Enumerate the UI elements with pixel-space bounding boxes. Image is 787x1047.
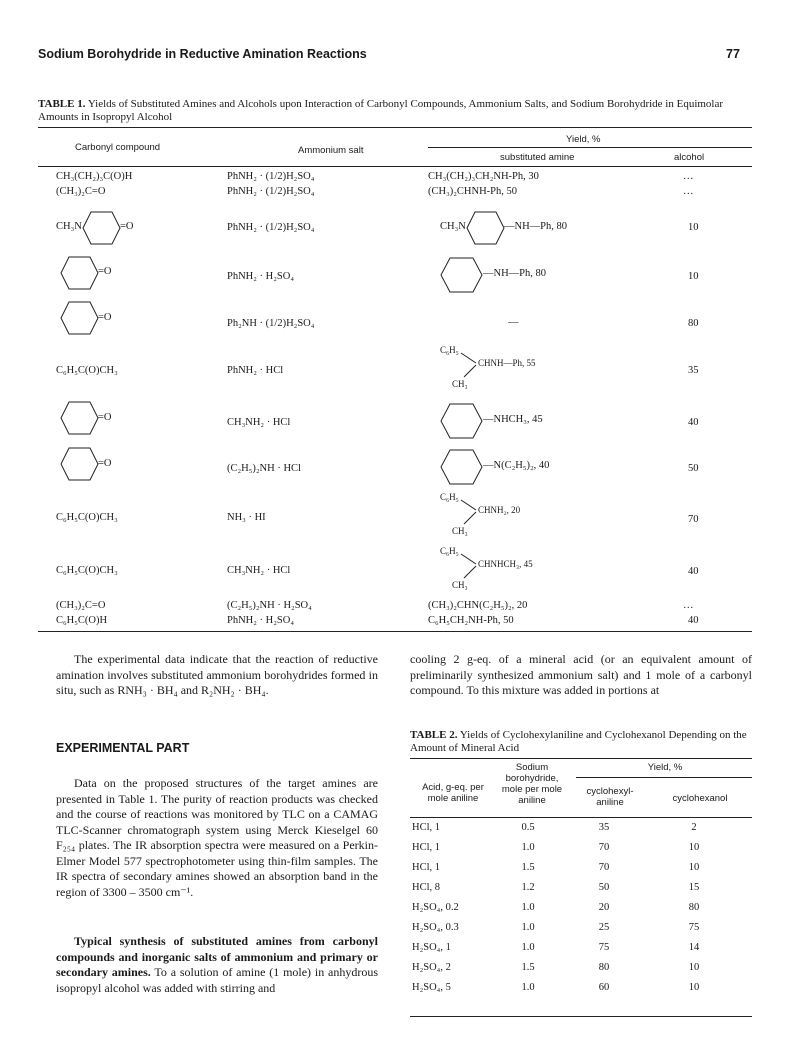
alcohol-cell: 10 xyxy=(688,222,699,233)
table2-col-cyclohexylaniline: cyclohexyl-aniline xyxy=(586,786,634,808)
right-paragraph-1: cooling 2 g-eq. of a mineral acid (or an equivalent amount of preliminarily synthesized ammonium salt) and 1 mole of a carbonyl compound. To this mixture was added in portions at xyxy=(410,652,752,697)
table1-caption-text: Yields of Substituted Amines and Alcohols upon Interaction of Carbonyl Compounds, Ammonium Salts, and Sodium Borohydride in Equimolar Amounts in Isopropyl Alcohol xyxy=(38,98,724,123)
cyclohexylaniline-cell: 20 xyxy=(598,902,610,913)
piperidone-ring xyxy=(82,210,122,246)
salt-cell: NH₃ · HI xyxy=(227,512,266,523)
salt-cell: PhNH₂ · H₂SO₄ xyxy=(227,615,294,626)
salt-cell: CH₃NH₂ · HCl xyxy=(227,417,291,428)
borohydride-cell: 0.5 xyxy=(521,822,535,833)
table1-caption xyxy=(38,98,750,124)
borohydride-cell: 1.0 xyxy=(521,842,535,853)
cyclohexanone-oxo-label: =O xyxy=(98,412,112,423)
carbonyl-cell: C₆H₅C(O)CH₃ xyxy=(56,565,118,576)
amine-cell: (CH₃)₂CHN(C₂H₅)₂, 20 xyxy=(428,600,528,611)
page-number: 77 xyxy=(726,47,740,61)
table2-header-rule xyxy=(410,817,752,818)
cyclohexanol-cell: 10 xyxy=(688,982,700,993)
carbonyl-cell: CH₃(CH₂)₃C(O)H xyxy=(56,171,133,182)
cyclohexanone-ring xyxy=(60,400,100,436)
cyclohexanone-ring xyxy=(60,300,100,336)
section-title: EXPERIMENTAL PART xyxy=(56,741,190,755)
table1-col-salt: Ammonium salt xyxy=(298,145,364,156)
table1-yield-rule xyxy=(428,147,752,148)
table2-bottom-rule xyxy=(410,1016,752,1017)
table1-caption-label: TABLE 1. xyxy=(38,98,86,110)
borohydride-cell: 1.2 xyxy=(521,882,535,893)
carbonyl-cell: C₆H₅C(O)CH₃ xyxy=(56,365,118,376)
cyclohexanone-ring xyxy=(60,255,100,291)
salt-cell: PhNH₂ · (1/2)H₂SO₄ xyxy=(227,222,315,233)
table1-bottom-rule xyxy=(38,631,752,632)
alcohol-cell: … xyxy=(683,171,694,182)
acid-cell: H₂SO₄, 1 xyxy=(412,942,451,953)
alcohol-cell: 40 xyxy=(688,566,699,577)
cyclohexylaniline-cell: 80 xyxy=(598,962,610,973)
cyclohexanol-cell: 80 xyxy=(688,902,700,913)
product-cyclohexyl-ring xyxy=(440,448,484,486)
alcohol-cell: 40 xyxy=(688,417,699,428)
alcohol-cell: 10 xyxy=(688,271,699,282)
table2-yield-rule xyxy=(576,777,752,778)
carbonyl-cell: C₆H₅C(O)CH₃ xyxy=(56,512,118,523)
carbonyl-cell: (CH₃)₂C=O xyxy=(56,186,106,197)
salt-cell: CH₃NH₂ · HCl xyxy=(227,565,291,576)
phenyl-label: C₆H₅ xyxy=(440,546,459,556)
acid-cell: H₂SO₄, 0.2 xyxy=(412,902,459,913)
piperidone-oxo-label: =O xyxy=(120,221,134,232)
cyclohexanol-cell: 15 xyxy=(688,882,700,893)
alcohol-cell: 50 xyxy=(688,463,699,474)
cyclohexylaniline-cell: 70 xyxy=(598,842,610,853)
salt-cell: (C₂H₅)₂NH · H₂SO₄ xyxy=(227,600,312,611)
cyclohexanone-ring xyxy=(60,446,100,482)
cyclohexylaniline-cell: 50 xyxy=(598,882,610,893)
carbonyl-cell: (CH₃)₂C=O xyxy=(56,600,106,611)
product-piperidine-ring xyxy=(466,210,506,246)
table2-col-borohydride: Sodium borohydride, mole per mole aniline xyxy=(501,762,563,806)
table2-caption-text: Yields of Cyclohexylaniline and Cyclohexanol Depending on the Amount of Mineral Acid xyxy=(410,729,747,754)
acid-cell: HCl, 8 xyxy=(412,882,441,893)
methyl-label: CH₃ xyxy=(452,526,468,536)
cyclohexanol-cell: 75 xyxy=(688,922,700,933)
left-paragraph-3 xyxy=(56,934,378,996)
salt-cell: PhNH₂ · HCl xyxy=(227,365,284,376)
cyclohexanone-oxo-label: =O xyxy=(98,312,112,323)
alcohol-cell: … xyxy=(683,600,694,611)
table2-col-cyclohexanol: cyclohexanol xyxy=(672,793,728,804)
product-nhch3-label: —NHCH₃, 45 xyxy=(483,414,543,425)
cyclohexylaniline-cell: 70 xyxy=(598,862,610,873)
alcohol-cell: 35 xyxy=(688,365,699,376)
amine-branch-label: CHNHCH₃, 45 xyxy=(478,559,533,569)
amine-cell: (CH₃)₂CHNH-Ph, 50 xyxy=(428,186,517,197)
acid-cell: H₂SO₄, 0.3 xyxy=(412,922,459,933)
salt-cell: Ph₂NH · (1/2)H₂SO₄ xyxy=(227,318,315,329)
cyclohexanone-oxo-label: =O xyxy=(98,458,112,469)
salt-cell: PhNH₂ · H₂SO₄ xyxy=(227,271,294,282)
phenyl-label: C₆H₅ xyxy=(440,345,459,355)
cyclohexanol-cell: 10 xyxy=(688,842,700,853)
acid-cell: HCl, 1 xyxy=(412,822,441,833)
product-cyclohexyl-ring xyxy=(440,256,484,294)
salt-cell: (C₂H₅)₂NH · HCl xyxy=(227,463,301,474)
cyclohexylaniline-cell: 35 xyxy=(598,822,610,833)
table2-caption-label: TABLE 2. xyxy=(410,729,458,741)
acid-cell: HCl, 1 xyxy=(412,842,441,853)
salt-cell: PhNH₂ · (1/2)H₂SO₄ xyxy=(227,171,315,182)
alcohol-cell: 70 xyxy=(688,514,699,525)
piperidone-n-label: CH₃N xyxy=(56,221,82,232)
cyclohexanol-cell: 14 xyxy=(688,942,700,953)
cyclohexanone-oxo-label: =O xyxy=(98,266,112,277)
paragraph-3-bold: Typical synthesis of substituted amines from carbonyl compounds and inorganic salts of ammonium and primary or secondary amines. xyxy=(56,934,378,979)
table2-top-rule xyxy=(410,758,752,759)
borohydride-cell: 1.0 xyxy=(521,982,535,993)
acid-cell: HCl, 1 xyxy=(412,862,441,873)
left-paragraph-2: Data on the proposed structures of the target amines are presented in Table 1. The purity of reaction products was checked and the course of reactions was monitored by TLC on a CAMAG TLC-Scanner chromatograph system using Merck Kieselgel 60 F₂₅₄ plates. The IR absorption spectra were measured on a Perkin-Elmer Model 577 spectrophotometer using thin-film samples. The IR spectra of secondary amines showed an absorption band in the region of 3300 – 3500 cm⁻¹. xyxy=(56,776,378,899)
amine-cell: — xyxy=(508,317,519,328)
table1-col-yield: Yield, % xyxy=(566,134,601,145)
table1-col-alcohol: alcohol xyxy=(674,152,705,163)
cyclohexylaniline-cell: 75 xyxy=(598,942,610,953)
table1-col-carbonyl: Carbonyl compound xyxy=(75,142,161,153)
alcohol-cell: 40 xyxy=(688,615,699,626)
acid-cell: H₂SO₄, 2 xyxy=(412,962,451,973)
amine-branch-label: CHNH₂, 20 xyxy=(478,505,521,515)
product-cyclohexyl-ring xyxy=(440,402,484,440)
cyclohexylaniline-cell: 60 xyxy=(598,982,610,993)
alcohol-cell: … xyxy=(683,186,694,197)
borohydride-cell: 1.5 xyxy=(521,962,535,973)
cyclohexanol-cell: 10 xyxy=(688,862,700,873)
amine-branch-label: CHNH—Ph, 55 xyxy=(478,358,536,368)
amine-cell: CH₃(CH₂)₃CH₂NH-Ph, 30 xyxy=(428,171,539,182)
running-title: Sodium Borohydride in Reductive Amination Reactions xyxy=(38,47,367,61)
methyl-label: CH₃ xyxy=(452,379,468,389)
product-diethylamino-label: —N(C₂H₅)₂, 40 xyxy=(483,460,550,471)
amine-cell: C₆H₅CH₂NH-Ph, 50 xyxy=(428,615,514,626)
carbonyl-cell: C₆H₅C(O)H xyxy=(56,615,108,626)
cyclohexanol-cell: 2 xyxy=(691,822,697,833)
paragraph-3-rest: To a solution of amine (1 mole) in anhydrous isopropyl alcohol was added with stirring and xyxy=(56,965,378,995)
methyl-label: CH₃ xyxy=(452,580,468,590)
borohydride-cell: 1.0 xyxy=(521,942,535,953)
table1-header-rule xyxy=(38,166,752,167)
acid-cell: H₂SO₄, 5 xyxy=(412,982,451,993)
cyclohexylaniline-cell: 25 xyxy=(598,922,610,933)
borohydride-cell: 1.0 xyxy=(521,902,535,913)
table2-col-yield: Yield, % xyxy=(647,762,683,773)
product-nhph-label: —NH—Ph, 80 xyxy=(504,221,568,232)
table1-top-rule xyxy=(38,127,752,128)
table2-col-acid: Acid, g-eq. per mole aniline xyxy=(422,782,484,804)
phenyl-label: C₆H₅ xyxy=(440,492,459,502)
product-nhph-label: —NH—Ph, 80 xyxy=(483,268,547,279)
product-n-label: CH₃N xyxy=(440,221,466,232)
alcohol-cell: 80 xyxy=(688,318,699,329)
borohydride-cell: 1.0 xyxy=(521,922,535,933)
left-paragraph-1: The experimental data indicate that the reaction of reductive amination involves substituted ammonium borohydrides formed in situ, such as RNH₃ · BH₄ and R₂NH₂ · BH₄. xyxy=(56,652,378,697)
cyclohexanol-cell: 10 xyxy=(688,962,700,973)
table2-caption xyxy=(410,729,752,755)
table1-col-amine: substituted amine xyxy=(500,152,575,163)
salt-cell: PhNH₂ · (1/2)H₂SO₄ xyxy=(227,186,315,197)
borohydride-cell: 1.5 xyxy=(521,862,535,873)
